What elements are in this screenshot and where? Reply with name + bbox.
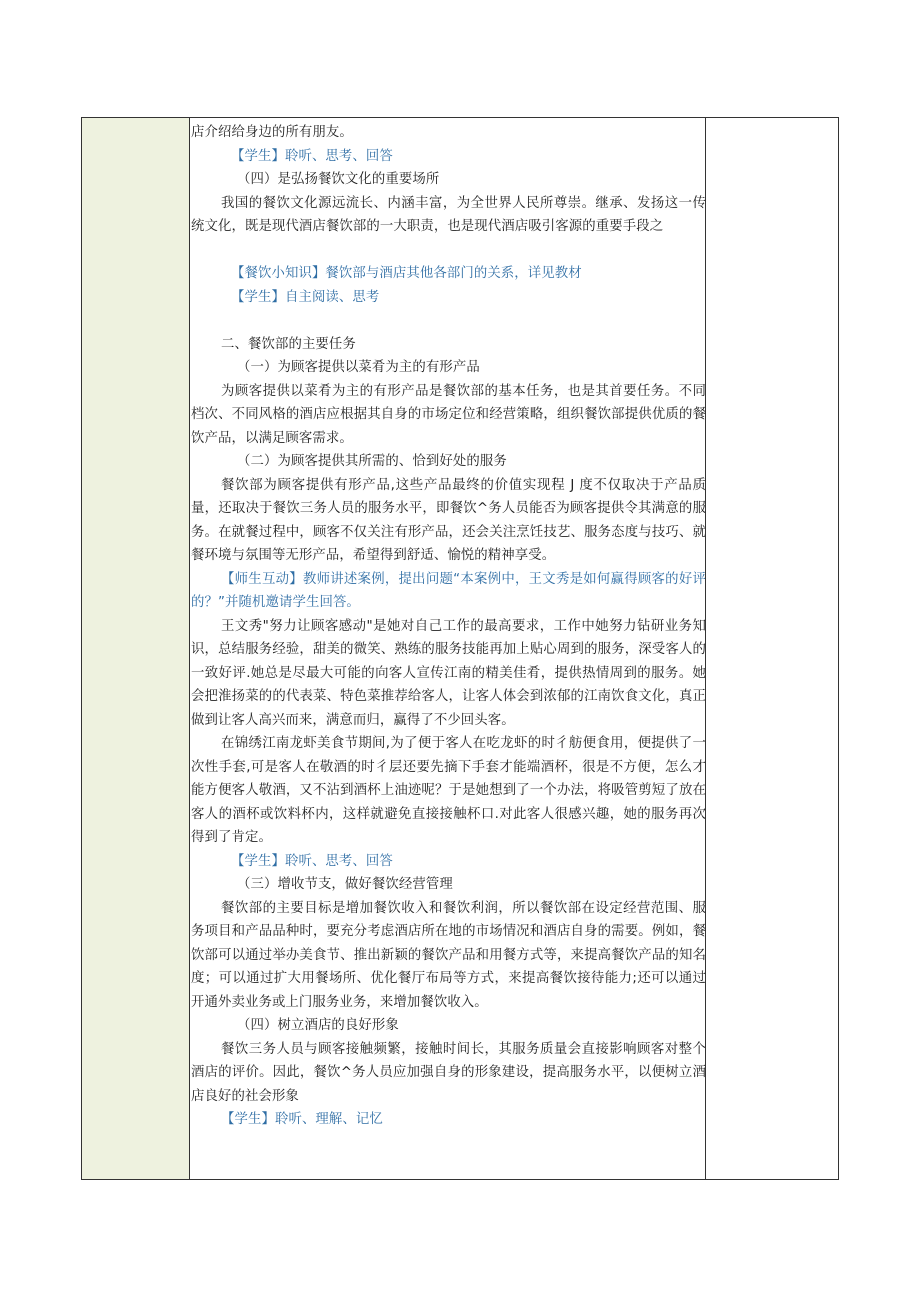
spacer xyxy=(191,309,706,333)
section-heading: （三）增收节支，做好餐饮经营管理 xyxy=(237,877,453,892)
student-activity: 【学生】聆听、思考、回答 xyxy=(231,148,393,164)
section-heading: （四）是弘扬餐饮文化的重要场所 xyxy=(237,172,440,187)
content-cell xyxy=(190,118,706,1179)
paragraph: 餐饮三务人员与顾客接触频繁，接触时间长，其服务质量会直接影响顾客对整个酒店的评价。因此，餐饮^务人员应加强自身的形象建设，提高服务水平，以便树立酒店良好的社会形象 xyxy=(191,1041,706,1104)
paragraph: 餐饮部为顾客提供有形产品,这些产品最终的价值实现程 J 度不仅取决于产品质量，还取决于餐饮三务人员的服务水平，即餐饮^务人员能否为顾客提供令其满意的服务。在就餐过程中，顾客不仅关注有形产品，还会关注烹饪技艺、服务态度与技巧、就餐环境与氛围等无形产品，希望得到舒适、愉悦的精神享受。 xyxy=(191,477,706,563)
spacer xyxy=(191,239,706,263)
section-heading: （一）为顾客提供以菜肴为主的有形产品 xyxy=(237,360,480,375)
paragraph: 我国的餐饮文化源远流长、内涵丰富，为全世界人民所尊崇。继承、发扬这一传统文化，既是现代酒店餐饮部的一大职责，也是现代酒店吸引客源的重要手段之 xyxy=(191,195,706,234)
teacher-student-interaction: 【师生互动】教师讲述案例，提出问题“本案例中，王文秀是如何赢得顾客的好评的？”并随机邀请学生回答。 xyxy=(191,571,706,610)
right-column-cell xyxy=(705,118,838,1179)
paragraph: 店介绍给身边的所有朋友。 xyxy=(191,125,353,140)
main-heading: 二、餐饮部的主要任务 xyxy=(221,336,356,352)
lesson-table xyxy=(81,117,839,1180)
section-heading: （二）为顾客提供其所需的、恰到好处的服务 xyxy=(237,454,507,469)
student-activity: 【学生】聆听、理解、记忆 xyxy=(221,1112,383,1127)
section-heading: （四）树立酒店的良好形象 xyxy=(237,1018,399,1033)
student-activity: 【学生】自主阅读、思考 xyxy=(231,289,380,305)
paragraph: 为顾客提供以菜肴为主的有形产品是餐饮部的基本任务，也是其首要任务。不同档次、不同风格的酒店应根据其自身的市场定位和经营策略，组织餐饮部提供优质的餐饮产品，以满足顾客需求。 xyxy=(191,383,706,446)
case-paragraph: 王文秀"努力让顾客感动"是她对自己工作的最高要求，工作中她努力钻研业务知识，总结服务经验，甜美的微笑、熟练的服务技能再加上贴心周到的服务，深受客人的一致好评.她总是尽最大可能的向客人宣传江南的精美佳肴，提供热情周到的服务。她会把淮扬菜的的代表菜、特色菜推荐给客人，让客人体会到浓郁的江南饮食文化，真正做到让客人高兴而来，满意而归，赢得了不少回头客。 xyxy=(191,618,706,728)
knowledge-note: 【餐饮小知识】餐饮部与酒店其他各部门的关系，详见教材 xyxy=(231,266,582,281)
case-paragraph: 在锦绣江南龙虾美食节期间,为了便于客人在吃龙虾的时彳舫便食用，便提供了一次性手套,可是客人在敬酒的时彳层还要先摘下手套才能端酒杯，很是不方便，怎么才能方便客人敬酒，又不沾到酒杯上油迹呢？于是她想到了一个办法，将吸管剪短了放在客人的酒杯或饮料杯内，这样就避免直接接触杯口.对此客人很感兴趣，她的服务再次得到了肯定。 xyxy=(191,736,706,845)
student-activity: 【学生】聆听、思考、回答 xyxy=(231,853,393,869)
left-column-cell xyxy=(82,118,190,1179)
paragraph: 餐饮部的主要目标是增加餐饮收入和餐饮利润，所以餐饮部在设定经营范围、服务项目和产品品种时，要充分考虑酒店所在地的市场情况和酒店自身的需要。例如，餐饮部可以通过举办美食节、推出新颖的餐饮产品和用餐方式等，来提高餐饮产品的知名度；可以通过扩大用餐场所、优化餐厅布局等方式，来提高餐饮接待能力;还可以通过开通外卖业务或上门服务业务，来增加餐饮收入。 xyxy=(191,900,706,1010)
